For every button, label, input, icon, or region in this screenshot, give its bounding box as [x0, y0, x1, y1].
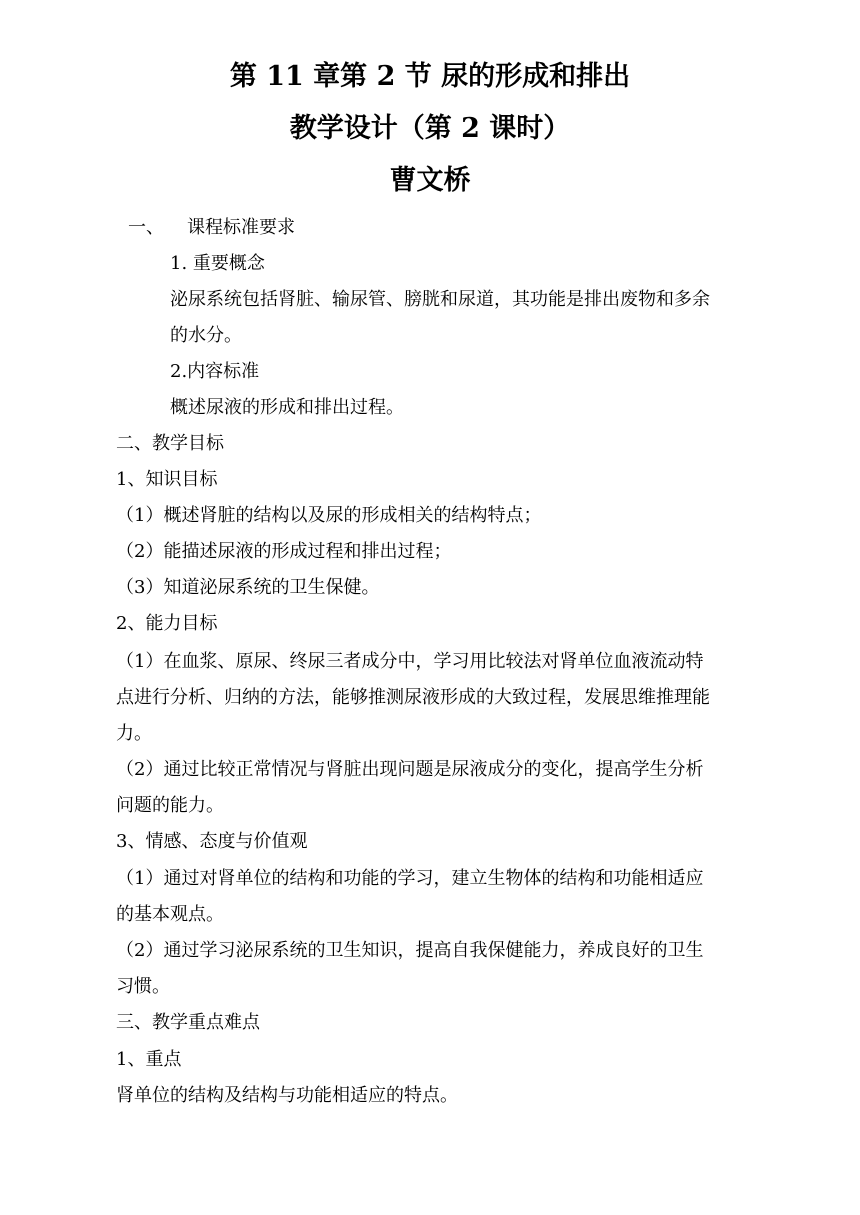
key-points-heading: 1、重点	[116, 1049, 182, 1070]
emotion-goals-heading: 3、情感、态度与价值观	[116, 831, 308, 852]
ability-goal-1-line-1: （1）在血浆、原尿、终尿三者成分中，学习用比较法对肾单位血液流动特	[116, 651, 704, 672]
item-1-heading: 1. 重要概念	[170, 253, 265, 274]
knowledge-goal-item: （3）知道泌尿系统的卫生保健。	[116, 577, 380, 598]
emotion-goal-2-line-2: 习惯。	[116, 976, 170, 997]
item-1-text-line-1: 泌尿系统包括肾脏、输尿管、膀胱和尿道，其功能是排出废物和多余	[170, 289, 710, 310]
section-2-heading: 二、教学目标	[116, 433, 224, 454]
item-2-text: 概述尿液的形成和排出过程。	[170, 397, 404, 418]
key-points-text: 肾单位的结构及结构与功能相适应的特点。	[116, 1085, 458, 1106]
document-title: 第 11 章第 2 节 尿的形成和排出	[229, 61, 631, 92]
emotion-goal-2-line-1: （2）通过学习泌尿系统的卫生知识，提高自我保健能力，养成良好的卫生	[116, 940, 704, 961]
ability-goal-2-line-2: 问题的能力。	[116, 795, 224, 816]
document-subtitle: 教学设计（第 2 课时）	[289, 113, 571, 144]
emotion-goal-1-line-2: 的基本观点。	[116, 904, 224, 925]
knowledge-goal-item: （1）概述肾脏的结构以及尿的形成相关的结构特点；	[116, 505, 542, 526]
knowledge-goals-heading: 1、知识目标	[116, 469, 218, 490]
ability-goal-1-line-2: 点进行分析、归纳的方法，能够推测尿液形成的大致过程，发展思维推理能	[116, 687, 710, 708]
emotion-goal-1-line-1: （1）通过对肾单位的结构和功能的学习，建立生物体的结构和功能相适应	[116, 868, 704, 889]
section-3-heading: 三、教学重点难点	[116, 1012, 260, 1033]
knowledge-goal-item: （2）能描述尿液的形成过程和排出过程；	[116, 541, 452, 562]
item-1-text-line-2: 的水分。	[170, 325, 242, 346]
item-2-heading: 2.内容标准	[170, 361, 260, 382]
document-author: 曹文桥	[389, 165, 471, 196]
ability-goals-heading: 2、能力目标	[116, 613, 218, 634]
ability-goal-2-line-1: （2）通过比较正常情况与肾脏出现问题是尿液成分的变化，提高学生分析	[116, 759, 704, 780]
section-1-number: 一、	[128, 217, 164, 238]
section-1-title: 课程标准要求	[187, 217, 295, 238]
ability-goal-1-line-3: 力。	[116, 723, 152, 744]
